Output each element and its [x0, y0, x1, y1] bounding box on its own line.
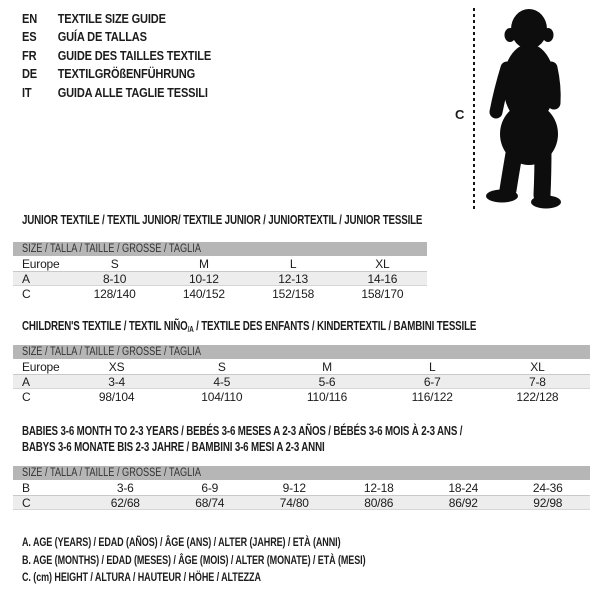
babies-size-table [13, 466, 590, 510]
language-code: EN [22, 11, 38, 26]
size-cell: 92/98 [533, 495, 563, 510]
children-title-subscript: /A [187, 325, 194, 334]
table-row-age [13, 374, 590, 389]
language-label: GUIDE DES TAILLES TEXTILE [57, 47, 212, 63]
size-cell: 7-8 [529, 374, 546, 389]
footnote-line: C. (cm) HEIGHT / ALTURA / HAUTEUR / HÖHE / ALTEZZA [22, 570, 261, 584]
table-row-height [13, 286, 427, 301]
children-title-part2: / TEXTILE DES ENFANTS / KINDERTEXTIL / BAMBINI TESSILE [193, 319, 477, 333]
size-cell: 8-10 [103, 271, 127, 286]
junior-size-table [13, 242, 427, 301]
table-row-height [13, 495, 590, 510]
table-row-europe [13, 256, 427, 271]
row-label: Europe [22, 359, 60, 374]
language-code: IT [22, 84, 32, 100]
language-label: TEXTILE SIZE GUIDE [57, 11, 166, 26]
baby-silhouette-icon [482, 6, 582, 212]
table-row-europe [13, 359, 590, 374]
size-band [13, 466, 590, 480]
size-cell: 14-16 [367, 271, 398, 286]
size-cell: 9-12 [282, 480, 306, 495]
language-code: ES [22, 29, 37, 45]
row-label: C [22, 495, 31, 510]
size-cell: 80/86 [364, 495, 394, 510]
size-cell: 3-4 [108, 374, 125, 389]
size-cell: 5-6 [318, 374, 336, 389]
size-cell: 104/110 [201, 389, 243, 404]
size-cell: 74/80 [279, 495, 309, 510]
size-cell: 68/74 [195, 495, 225, 510]
table-row-height [13, 389, 590, 404]
language-guide [22, 10, 211, 102]
size-band [13, 242, 427, 256]
size-band-label: SIZE / TALLA / TAILLE / GRÖSSE / TAGLIA [22, 346, 201, 358]
size-cell: 158/170 [361, 286, 404, 301]
height-measure-dashed-line [473, 8, 475, 210]
size-cell: 110/116 [306, 389, 348, 404]
size-cell: 62/68 [110, 495, 140, 510]
size-cell: 4-5 [213, 374, 231, 389]
size-cell: 24-36 [532, 480, 563, 495]
size-cell: S [217, 359, 226, 374]
language-row [22, 47, 211, 65]
size-cell: 18-24 [448, 480, 479, 495]
junior-table-title: JUNIOR TEXTILE / TEXTIL JUNIOR/ TEXTILE JUNIOR / JUNIORTEXTIL / JUNIOR TESSILE [22, 213, 423, 227]
babies-table-title [22, 423, 462, 455]
size-band [13, 345, 590, 359]
size-cell: XL [375, 256, 390, 271]
size-cell: 152/158 [272, 286, 315, 301]
children-size-table [13, 345, 590, 404]
footnote-line: B. AGE (MONTHS) / EDAD (MESES) / ÂGE (MOIS) / ALTER (MONATE) / ETÀ (MESI) [22, 552, 366, 567]
size-cell: 12-18 [363, 480, 394, 495]
table-row-age [13, 271, 427, 286]
size-cell: M [198, 256, 209, 271]
size-cell: 128/140 [93, 286, 136, 301]
language-code: DE [22, 66, 38, 82]
footnote-line: A. AGE (YEARS) / EDAD (AÑOS) / ÂGE (ANS) / ALTER (JAHRE) / ETÀ (ANNI) [22, 535, 341, 549]
size-band-label: SIZE / TALLA / TAILLE / GRÖSSE / TAGLIA [22, 467, 201, 479]
size-cell: 12-13 [278, 271, 308, 286]
size-cell: 6-9 [201, 480, 219, 495]
language-code: FR [22, 47, 37, 63]
size-cell: 86/92 [448, 495, 478, 510]
babies-title-line1: BABIES 3-6 MONTH TO 2-3 YEARS / BEBÉS 3-6 MESES A 2-3 AÑOS / BÉBÉS 3-6 MOIS À 2-3 ANS / [22, 424, 463, 438]
size-cell: 98/104 [98, 389, 135, 404]
size-cell: XL [530, 359, 545, 374]
row-label: B [22, 480, 30, 495]
row-label: A [22, 271, 30, 286]
language-row [22, 84, 211, 102]
size-band-label: SIZE / TALLA / TAILLE / GRÖSSE / TAGLIA [22, 243, 201, 255]
size-cell: 10-12 [189, 271, 219, 286]
size-cell: 6-7 [423, 374, 441, 389]
footnotes [22, 534, 366, 587]
size-cell: 3-6 [116, 480, 134, 495]
children-title-part1: CHILDREN'S TEXTILE / TEXTIL NIÑO [22, 319, 188, 333]
size-cell: L [289, 256, 297, 271]
row-label: Europe [22, 256, 60, 271]
size-cell: M [322, 359, 332, 374]
language-label: TEXTILGRÖßENFÜHRUNG [57, 66, 196, 82]
size-cell: XS [108, 359, 125, 374]
babies-title-line2: BABYS 3-6 MONATE BIS 2-3 JAHRE / BAMBINI 3-6 MESI A 2-3 ANNI [22, 440, 325, 454]
row-label: C [22, 286, 31, 301]
table-row-age-months [13, 480, 590, 495]
row-label: C [22, 389, 31, 404]
size-cell: 140/152 [182, 286, 225, 301]
children-table-title [22, 318, 476, 338]
language-row [22, 65, 211, 83]
height-marker-label: C [455, 107, 465, 122]
size-cell: S [110, 256, 119, 271]
size-cell: L [428, 359, 436, 374]
language-label: GUÍA DE TALLAS [57, 29, 147, 45]
language-row [22, 10, 211, 28]
language-row [22, 28, 211, 46]
size-cell: 122/128 [516, 389, 559, 404]
row-label: A [22, 374, 30, 389]
language-label: GUIDA ALLE TAGLIE TESSILI [57, 84, 208, 100]
size-cell: 116/122 [411, 389, 453, 404]
